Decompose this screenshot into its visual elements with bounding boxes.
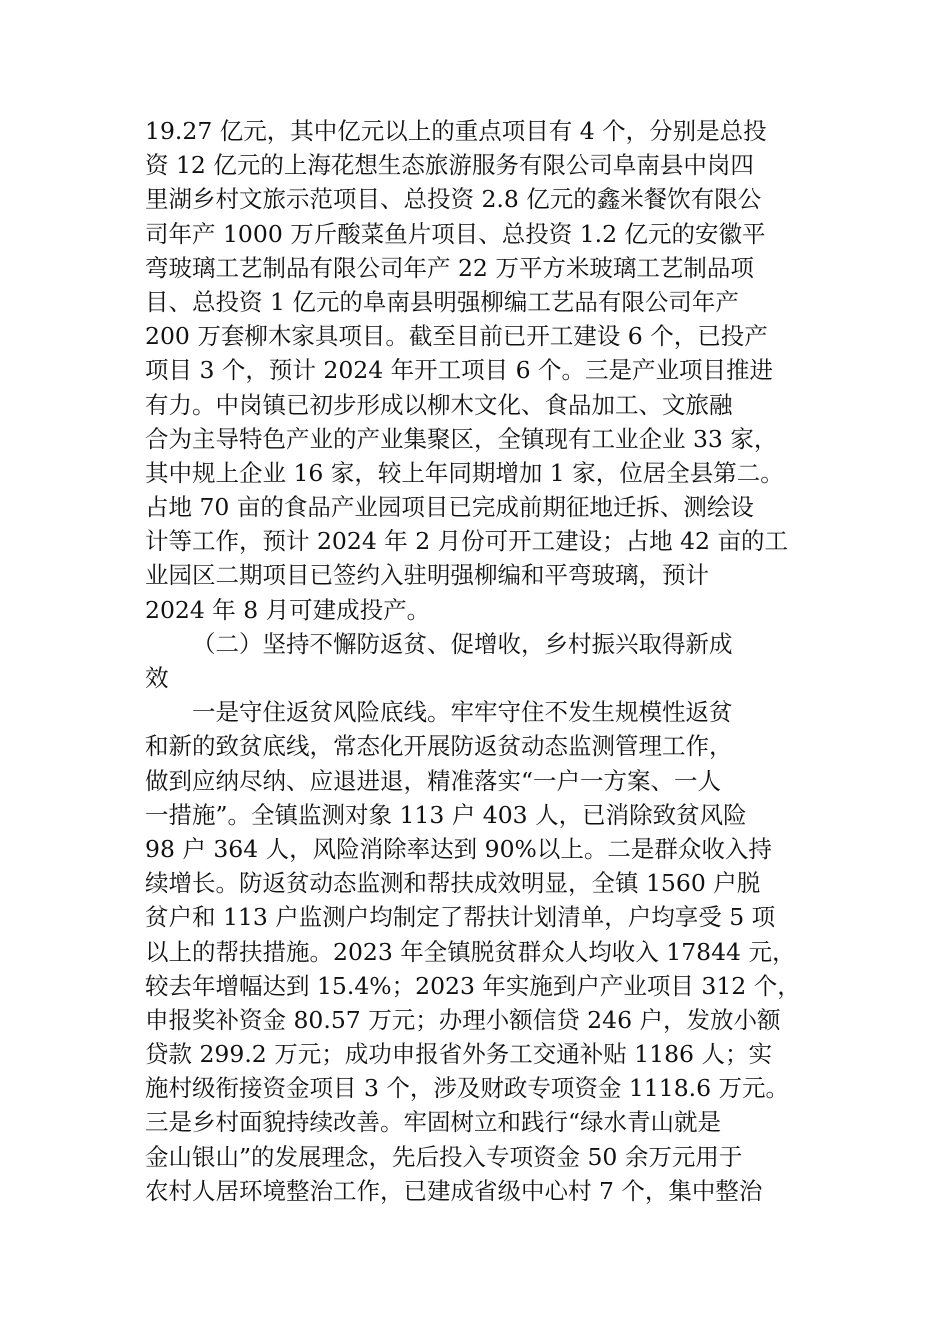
text-line: 19.27 亿元，其中亿元以上的重点项目有 4 个，分别是总投 bbox=[145, 117, 767, 145]
text-line: 2024 年 8 月可建成投产。 bbox=[145, 595, 431, 624]
text-line: 项目 3 个，预计 2024 年开工项目 6 个。三是产业项目推进 bbox=[145, 356, 774, 385]
text-line: 效 bbox=[145, 664, 169, 692]
text-line: 做到应纳尽纳、应退进退，精准落实“一户一方案、一人 bbox=[145, 766, 722, 795]
text-line: 资 12 亿元的上海花想生态旅游服务有限公司阜南县中岗四 bbox=[145, 151, 754, 180]
text-line: 98 户 364 人，风险消除率达到 90%以上。二是群众收入持 bbox=[145, 834, 772, 863]
text-line: 目、总投资 1 亿元的阜南县明强柳编工艺品有限公司年产 bbox=[145, 287, 739, 316]
text-line: 施村级衔接资金项目 3 个，涉及财政专项资金 1118.6 万元。 bbox=[145, 1074, 790, 1103]
text-line: 和新的致贫底线，常态化开展防返贫动态监测管理工作， bbox=[145, 732, 733, 761]
text-line: 贷款 299.2 万元；成功申报省外务工交通补贴 1186 人；实 bbox=[145, 1040, 772, 1069]
text-line: 司年产 1000 万斤酸菜鱼片项目、总投资 1.2 亿元的安徽平 bbox=[145, 219, 766, 248]
text-line: 续增长。防返贫动态监测和帮扶成效明显，全镇 1560 户脱 bbox=[145, 869, 761, 898]
text-line: 金山银山”的发展理念，先后投入专项资金 50 余万元用于 bbox=[145, 1142, 743, 1171]
text-line: 合为主导特色产业的产业集聚区，全镇现有工业企业 33 家， bbox=[145, 424, 778, 453]
text-line: 一是守住返贫风险底线。牢牢守住不发生规模性返贫 bbox=[192, 698, 733, 727]
text-line: 计等工作，预计 2024 年 2 月份可开工建设；占地 42 亩的工 bbox=[145, 527, 788, 556]
text-line: 里湖乡村文旅示范项目、总投资 2.8 亿元的鑫米餐饮有限公 bbox=[145, 185, 762, 214]
text-line: 一措施”。全镇监测对象 113 户 403 人，已消除致贫风险 bbox=[145, 800, 747, 829]
document-body bbox=[145, 114, 835, 1208]
text-line: （二）坚持不懈防返贫、促增收，乡村振兴取得新成 bbox=[192, 629, 733, 658]
text-line: 弯玻璃工艺制品有限公司年产 22 万平方米玻璃工艺制品项 bbox=[145, 253, 754, 282]
text-line: 以上的帮扶措施。2023 年全镇脱贫群众人均收入 17844 元， bbox=[145, 937, 796, 966]
text-line: 农村人居环境整治工作，已建成省级中心村 7 个，集中整治 bbox=[145, 1176, 763, 1205]
text-line: 占地 70 亩的食品产业园项目已完成前期征地迁拆、测绘设 bbox=[145, 493, 754, 522]
text-line: 有力。中岗镇已初步形成以柳木文化、食品加工、文旅融 bbox=[145, 390, 733, 419]
text-line: 贫户和 113 户监测户均制定了帮扶计划清单，户均享受 5 项 bbox=[145, 903, 776, 932]
text-line: 申报奖补资金 80.57 万元；办理小额信贷 246 户，发放小额 bbox=[145, 1005, 781, 1034]
text-line: 较去年增幅达到 15.4%；2023 年实施到户产业项目 312 个， bbox=[145, 971, 801, 1000]
text-line: 业园区二期项目已签约入驻明强柳编和平弯玻璃，预计 bbox=[145, 561, 709, 590]
text-line: 三是乡村面貌持续改善。牢固树立和践行“绿水青山就是 bbox=[145, 1108, 722, 1137]
text-line: 其中规上企业 16 家，较上年同期增加 1 家，位居全县第二。 bbox=[145, 458, 784, 487]
text-line: 200 万套柳木家具项目。截至目前已开工建设 6 个，已投产 bbox=[145, 322, 768, 351]
